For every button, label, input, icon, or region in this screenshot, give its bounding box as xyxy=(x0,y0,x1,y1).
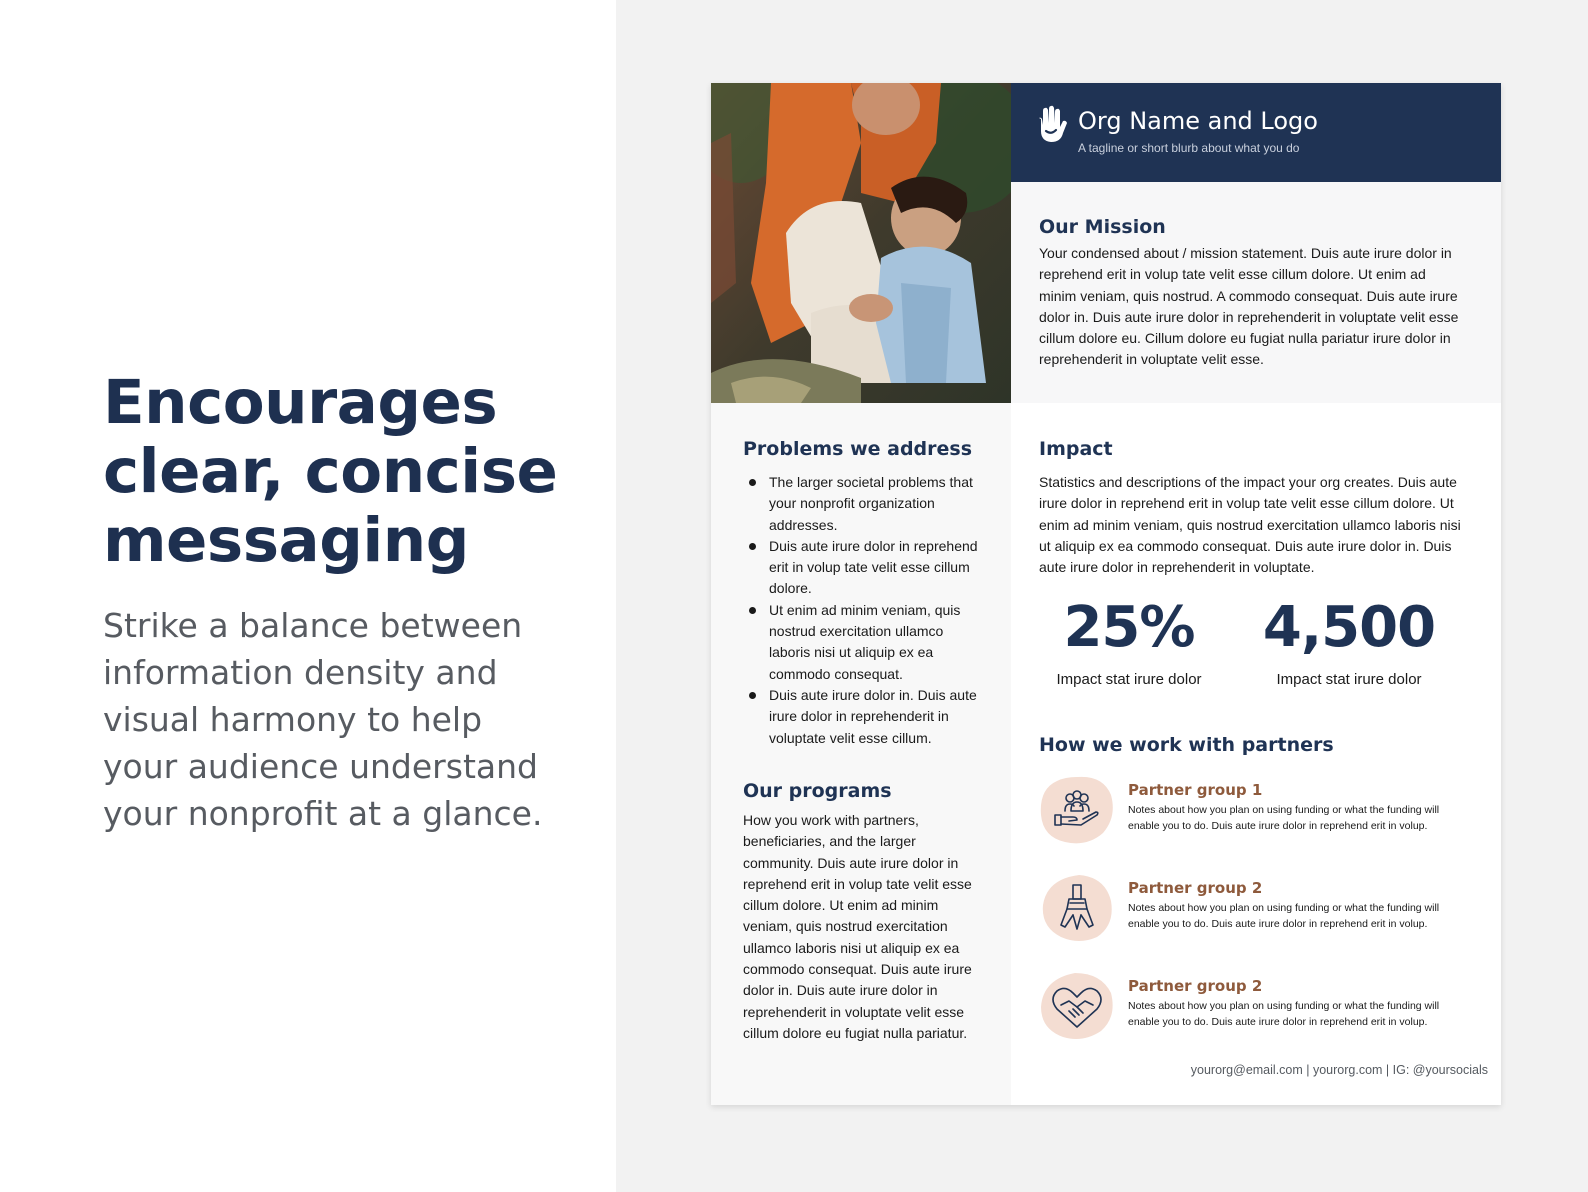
partner-notes: Notes about how you plan on using funding or what the funding will enable you to do. Duis aute irure dolor in reprehend erit in volup. xyxy=(1128,804,1440,832)
partner-group xyxy=(1039,873,1479,953)
programs-text: How you work with partners, beneficiaries, and the larger community. Duis aute irure dolor in reprehend erit in volup tate velit esse cillum dolore. Ut enim ad minim veniam, quis nostrud exercitation ullamco laboris nisi ut aliquip ex ea commodo consequat. Duis aute irure dolor in. Duis aute irure dolor in reprehenderit in voluptate velit esse cillum dolore eu fugiat nulla pariatur. xyxy=(743,812,972,1041)
list-item: Duis aute irure dolor in. Duis aute irure dolor in reprehenderit in voluptate velit esse cillum. xyxy=(743,685,983,749)
partner-notes: Notes about how you plan on using funding or what the funding will enable you to do. Duis aute irure dolor in reprehend erit in volup. xyxy=(1128,1000,1440,1028)
partner-name: Partner group 2 xyxy=(1128,879,1263,897)
flyer-page xyxy=(711,83,1501,1105)
hero-photo xyxy=(711,83,1011,403)
subtext: Strike a balance between information density and visual harmony to help your audience understand your nonprofit at a glance. xyxy=(103,606,543,833)
tagline: A tagline or short blurb about what you do xyxy=(1078,141,1300,155)
contact-footer: yourorg@email.com | yourorg.com | IG: @yoursocials xyxy=(1190,1063,1488,1077)
list-item: The larger societal problems that your nonprofit organization addresses. xyxy=(743,472,983,536)
stacked-hands-icon xyxy=(1039,873,1115,943)
handshake-heart-icon xyxy=(1039,971,1115,1041)
partner-name: Partner group 1 xyxy=(1128,781,1263,799)
list-item: Duis aute irure dolor in reprehend erit in volup tate velit esse cillum dolore. xyxy=(743,536,983,600)
stat-value: 4,500 xyxy=(1262,595,1436,660)
programs-title: Our programs xyxy=(743,780,892,802)
problems-list xyxy=(743,472,983,749)
problems-title: Problems we address xyxy=(743,438,973,460)
mission-text: Your condensed about / mission statement. Duis aute irure dolor in reprehend erit in volup tate velit esse cillum dolore. Ut enim ad minim veniam, quis nostrud. A commodo consequat. Duis aute irure dolor in. Duis aute irure dolor in reprehenderit in voluptate velit esse cillum dolore eu. Cillum dolore eu fugiat nulla pariatur irure dolor in reprehenderit in voluptate velit esse. xyxy=(1039,245,1459,368)
stat-label: Impact stat irure dolor xyxy=(1276,671,1422,688)
mission-title: Our Mission xyxy=(1039,216,1166,238)
partner-group xyxy=(1039,775,1479,855)
partners-title: How we work with partners xyxy=(1039,734,1334,756)
org-name: Org Name and Logo xyxy=(1078,107,1318,135)
stat-label: Impact stat irure dolor xyxy=(1056,671,1202,688)
partner-name: Partner group 2 xyxy=(1128,977,1263,995)
left-panel xyxy=(0,0,616,1192)
stat-value: 25% xyxy=(1063,595,1195,660)
impact-title: Impact xyxy=(1039,438,1113,460)
list-item: Ut enim ad minim veniam, quis nostrud exercitation ullamco laboris nisi ut aliquip ex ea commodo consequat. xyxy=(743,600,983,685)
header-band xyxy=(1011,83,1501,182)
community-hand-icon xyxy=(1039,775,1115,845)
partner-notes: Notes about how you plan on using funding or what the funding will enable you to do. Duis aute irure dolor in reprehend erit in volup. xyxy=(1128,902,1440,930)
headline: Encourages clear, concise messaging xyxy=(103,367,558,576)
partner-group xyxy=(1039,971,1479,1051)
hand-logo-icon xyxy=(1033,105,1069,145)
impact-text: Statistics and descriptions of the impact your org creates. Duis aute irure dolor in reprehend erit in volup tate velit esse cillum dolore. Ut enim ad minim veniam, quis nostrud exercitation ullamco laboris nisi ut aliquip ex ea commodo consequat. Duis aute irure dolor in. Duis aute irure dolor in reprehenderit in voluptate. xyxy=(1039,474,1461,576)
